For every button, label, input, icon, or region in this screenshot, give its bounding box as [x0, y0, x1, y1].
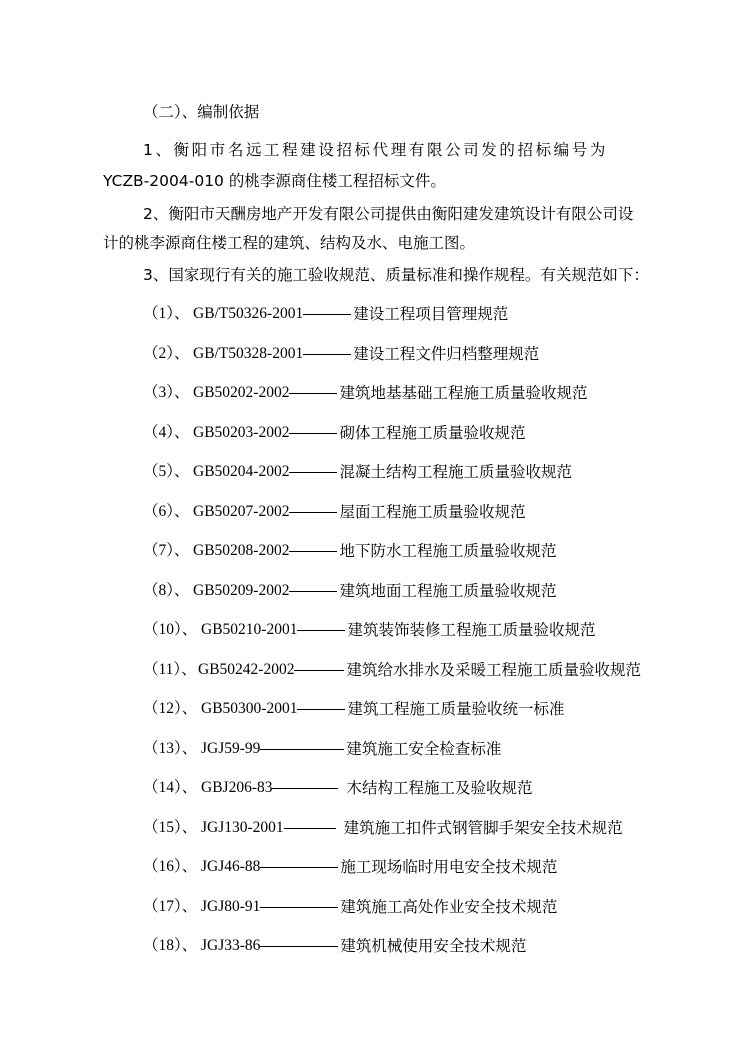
- standard-item: [143, 857, 641, 897]
- paragraph-1-line-1: 1、衡阳市名远工程建设招标代理有限公司发的招标编号为: [143, 141, 608, 159]
- dash-separator: [260, 907, 338, 908]
- standard-number: （14）、: [143, 779, 198, 796]
- standard-item: [143, 581, 641, 621]
- standard-item: [143, 462, 641, 502]
- dash-separator: [297, 630, 345, 631]
- standard-code: JGJ33-86: [201, 937, 261, 954]
- standard-title: 建筑机械使用安全技术规范: [340, 937, 527, 955]
- standard-title: 屋面工程施工质量验收规范: [339, 502, 526, 521]
- standard-item: [143, 502, 641, 542]
- standard-title: 建筑施工安全检查标准: [346, 739, 502, 758]
- standard-item: [143, 304, 641, 344]
- standard-code: JGJ80-91: [201, 897, 261, 915]
- standard-code: GB50204-2002: [193, 463, 290, 480]
- standard-number: （18）、: [143, 937, 198, 954]
- standard-item: [143, 897, 641, 937]
- standard-title: 建筑地面工程施工质量验收规范: [339, 581, 557, 600]
- standard-code: GB50300-2001: [201, 700, 298, 717]
- dash-separator: [289, 393, 337, 394]
- standard-title: 建筑工程施工质量验收统一标准: [347, 700, 565, 718]
- standard-title: 建设工程项目管理规范: [353, 305, 509, 323]
- dash-separator: [260, 749, 344, 750]
- standards-list: [143, 304, 641, 976]
- standard-code: GB/T50326-2001: [193, 305, 304, 322]
- standard-title: 建筑地基基础工程施工质量验收规范: [339, 384, 588, 402]
- standard-number: （7）、: [143, 542, 190, 559]
- standard-item: [143, 423, 641, 463]
- standard-item: [143, 739, 641, 779]
- standard-code: GB50242-2002: [198, 660, 295, 678]
- standard-number: （11）、: [143, 660, 197, 678]
- dash-separator: [289, 512, 337, 513]
- standard-title: 施工现场临时用电安全技术规范: [340, 858, 558, 876]
- standard-code: GB50210-2001: [201, 621, 298, 638]
- dash-separator: [284, 828, 336, 829]
- standard-title: 砌体工程施工质量验收规范: [339, 423, 526, 442]
- standard-item: [143, 383, 641, 423]
- standard-number: （4）、: [143, 423, 190, 441]
- standard-title: 混凝土结构工程施工质量验收规范: [339, 463, 572, 481]
- standard-code: GB50208-2002: [193, 542, 290, 559]
- standard-code: GBJ206-83: [201, 779, 273, 796]
- dash-separator: [303, 314, 351, 315]
- standard-item: [143, 936, 641, 976]
- standard-item: [143, 778, 641, 818]
- standard-number: （3）、: [143, 384, 190, 401]
- dash-separator: [289, 591, 337, 592]
- standard-code: JGJ59-99: [201, 739, 261, 757]
- dash-separator: [294, 670, 344, 671]
- standard-item: [143, 818, 641, 858]
- standard-number: （5）、: [143, 463, 190, 480]
- dash-separator: [297, 709, 345, 710]
- standard-title: 建筑给水排水及采暖工程施工质量验收规范: [346, 660, 641, 679]
- dash-separator: [289, 472, 337, 473]
- dash-separator: [260, 946, 338, 947]
- standard-number: （2）、: [143, 344, 190, 362]
- standard-number: （13）、: [143, 739, 198, 757]
- standard-code: GB50209-2002: [193, 581, 290, 599]
- standard-code: GB50202-2002: [193, 384, 290, 401]
- paragraph-3: 3、国家现行有关的施工验收规范、质量标准和操作规程。有关规范如下：: [143, 266, 649, 284]
- dash-separator: [272, 788, 338, 789]
- paragraph-2-line-1: 2、衡阳市天酬房地产开发有限公司提供由衡阳建发建筑设计有限公司设: [143, 205, 634, 223]
- dash-separator: [303, 354, 351, 355]
- standard-code: JGJ130-2001: [201, 818, 284, 836]
- standard-number: （16）、: [143, 858, 198, 875]
- standard-number: （6）、: [143, 502, 190, 520]
- standard-item: [143, 620, 641, 660]
- standard-title: 地下防水工程施工质量验收规范: [339, 542, 557, 560]
- paragraph-1-line-2: YCZB-2004-010 的桃李源商住楼工程招标文件。: [103, 172, 446, 190]
- standard-title: 建设工程文件归档整理规范: [353, 344, 540, 363]
- standard-number: （8）、: [143, 581, 190, 599]
- standard-number: （10）、: [143, 621, 198, 638]
- standard-number: （12）、: [143, 700, 198, 717]
- standard-title: 建筑施工高处作业安全技术规范: [340, 897, 558, 916]
- standard-number: （15）、: [143, 818, 198, 836]
- section-heading: （二）、编制依据: [143, 103, 260, 121]
- standard-code: GB50203-2002: [193, 423, 290, 441]
- standard-title: 建筑装饰装修工程施工质量验收规范: [347, 621, 596, 639]
- standard-item: [143, 541, 641, 581]
- standard-item: [143, 344, 641, 384]
- standard-title: 木结构工程施工及验收规范: [346, 779, 533, 797]
- standard-title: 建筑施工扣件式钢管脚手架安全技术规范: [343, 818, 623, 837]
- dash-separator: [289, 433, 337, 434]
- standard-item: [143, 699, 641, 739]
- standard-number: （1）、: [143, 305, 190, 322]
- standard-code: GB/T50328-2001: [193, 344, 304, 362]
- paragraph-2-line-2: 计的桃李源商住楼工程的建筑、结构及水、电施工图。: [103, 234, 476, 252]
- standard-code: JGJ46-88: [201, 858, 261, 875]
- dash-separator: [289, 551, 337, 552]
- dash-separator: [260, 867, 338, 868]
- standard-code: GB50207-2002: [193, 502, 290, 520]
- standard-item: [143, 660, 641, 700]
- standard-number: （17）、: [143, 897, 198, 915]
